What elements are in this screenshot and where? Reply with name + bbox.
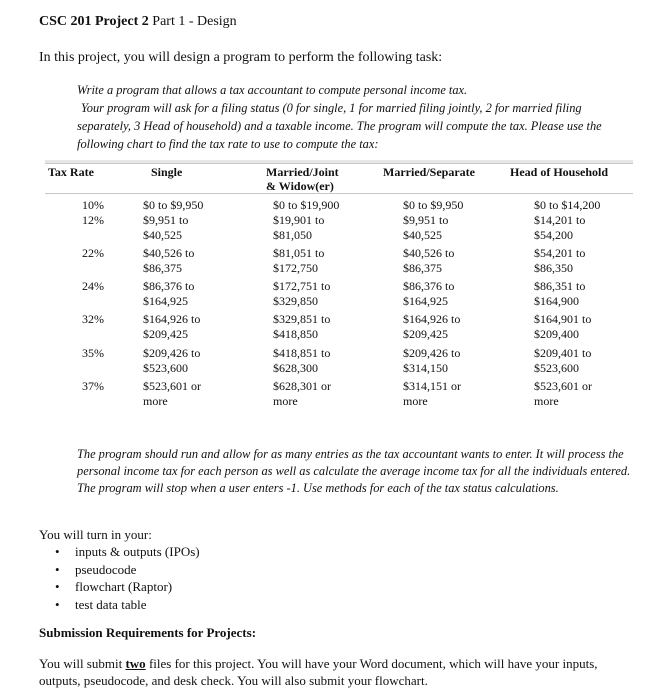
table-cell-rate: 22% bbox=[82, 246, 104, 260]
submission-text bbox=[39, 655, 629, 689]
cell-line: more bbox=[273, 394, 298, 408]
turn-in-heading: You will turn in your: bbox=[39, 527, 152, 542]
table-cell-rate: 24% bbox=[82, 279, 104, 293]
table-cell-head-of-household bbox=[534, 346, 591, 376]
cell-line: $86,376 to bbox=[403, 279, 455, 293]
cell-line: $164,901 to bbox=[534, 312, 592, 326]
cell-line: $86,375 bbox=[143, 261, 182, 275]
table-cell-rate: 35% bbox=[82, 346, 104, 360]
table-cell-married-joint bbox=[273, 346, 330, 376]
table-cell-married-separate bbox=[403, 312, 460, 342]
bullet-icon: • bbox=[55, 561, 60, 577]
cell-line: $9,951 to bbox=[143, 213, 189, 227]
table-cell-married-joint bbox=[273, 213, 324, 243]
cell-line: $40,525 bbox=[403, 228, 442, 242]
table-cell-married-joint bbox=[273, 198, 339, 213]
bullet-icon: • bbox=[55, 579, 60, 595]
header-single: Single bbox=[151, 165, 183, 179]
tax-rate-table bbox=[45, 160, 633, 435]
table-cell-single bbox=[143, 379, 201, 409]
part-subtitle: Part 1 - Design bbox=[152, 14, 237, 29]
cell-line: $329,850 bbox=[273, 294, 318, 308]
closing-paragraph: The program should run and allow for as many entries as the tax accountant wants to enter. It will process the personal income tax for each person as well as calculate the average income tax for all the individuals entered. The program will stop when a user enters -1. Use methods for each of the tax status calculations. bbox=[77, 447, 631, 495]
header-rule bbox=[45, 193, 633, 194]
cell-line: $19,901 to bbox=[273, 213, 325, 227]
cell-line: $172,750 bbox=[273, 261, 318, 275]
table-cell-rate: 37% bbox=[82, 379, 104, 393]
submission-heading: Submission Requirements for Projects: bbox=[39, 625, 257, 640]
table-cell-single bbox=[143, 346, 200, 376]
list-item bbox=[55, 596, 200, 614]
header-tax-rate: Tax Rate bbox=[48, 165, 94, 179]
cell-line: $209,426 to bbox=[143, 346, 201, 360]
table-cell-married-separate bbox=[403, 279, 454, 309]
task-paragraph-1: Write a program that allows a tax accountant to compute personal income tax. bbox=[77, 83, 468, 97]
course-title: CSC 201 Project 2 bbox=[39, 14, 149, 29]
cell-line: more bbox=[143, 394, 168, 408]
cell-line: $86,375 bbox=[403, 261, 442, 275]
cell-line: $209,400 bbox=[534, 327, 579, 341]
list-item bbox=[55, 561, 200, 579]
cell-line: $209,426 to bbox=[403, 346, 461, 360]
cell-line: $314,150 bbox=[403, 361, 448, 375]
table-cell-single bbox=[143, 198, 203, 213]
table-cell-married-separate bbox=[403, 379, 461, 409]
table-cell-head-of-household bbox=[534, 198, 600, 213]
table-top-rule bbox=[45, 163, 633, 164]
table-cell-married-separate bbox=[403, 213, 448, 243]
submission-text-post: files for this project. You will have your Word document, which will have your inputs, outputs, pseudocode, and desk check. You will also submit your flowchart. bbox=[39, 656, 598, 688]
table-cell-head-of-household bbox=[534, 279, 585, 309]
cell-line: $86,351 to bbox=[534, 279, 586, 293]
table-cell-married-joint bbox=[273, 246, 324, 276]
table-cell-head-of-household bbox=[534, 213, 585, 243]
bullet-icon: • bbox=[55, 596, 60, 612]
header-head-of-household: Head of Household bbox=[510, 165, 609, 179]
table-cell-married-joint bbox=[273, 312, 330, 342]
cell-line: $164,925 bbox=[143, 294, 188, 308]
table-cell-head-of-household bbox=[534, 246, 585, 276]
cell-line: $0 to $19,900 bbox=[273, 198, 340, 212]
cell-line: $172,751 to bbox=[273, 279, 331, 293]
cell-line: $40,526 to bbox=[403, 246, 455, 260]
list-item-text: inputs & outputs (IPOs) bbox=[75, 544, 200, 559]
cell-line: $418,851 to bbox=[273, 346, 331, 360]
table-cell-single bbox=[143, 246, 194, 276]
list-item-text: pseudocode bbox=[75, 561, 137, 577]
cell-line: $0 to $14,200 bbox=[534, 198, 601, 212]
list-item bbox=[55, 578, 200, 596]
bullet-icon: • bbox=[55, 544, 60, 559]
cell-line: $81,051 to bbox=[273, 246, 325, 260]
table-cell-married-joint bbox=[273, 279, 330, 309]
cell-line: $209,425 bbox=[403, 327, 448, 341]
cell-line: $418,850 bbox=[273, 327, 318, 341]
cell-line: $0 to $9,950 bbox=[403, 198, 464, 212]
table-cell-single bbox=[143, 213, 188, 243]
table-cell-head-of-household bbox=[534, 312, 591, 342]
cell-line: $54,201 to bbox=[534, 246, 586, 260]
document-title bbox=[39, 14, 237, 30]
table-cell-married-separate bbox=[403, 246, 454, 276]
table-cell-married-separate bbox=[403, 346, 460, 376]
list-item-text: flowchart (Raptor) bbox=[75, 579, 173, 595]
cell-line: $209,425 bbox=[143, 327, 188, 341]
cell-line: $81,050 bbox=[273, 228, 312, 242]
cell-line: $314,151 or bbox=[403, 379, 461, 393]
cell-line: $40,526 to bbox=[143, 246, 195, 260]
cell-line: $523,601 or bbox=[534, 379, 592, 393]
intro-text: In this project, you will design a program to perform the following task: bbox=[39, 50, 443, 65]
cell-line: $54,200 bbox=[534, 228, 573, 242]
task-description bbox=[77, 81, 632, 153]
list-item bbox=[55, 543, 200, 561]
header-married-joint-line2: & Widow(er) bbox=[266, 179, 334, 193]
cell-line: $164,926 to bbox=[403, 312, 461, 326]
table-cell-head-of-household bbox=[534, 379, 592, 409]
task-paragraph-2: Your program will ask for a filing status (0 for single, 1 for married filing jointly, 2 for married filing separately, 3 Head of household) and a taxable income. The program will compute the tax. Please use the following chart to find the tax rate to use to compute the tax: bbox=[77, 101, 602, 151]
cell-line: $628,300 bbox=[273, 361, 318, 375]
table-cell-married-separate bbox=[403, 198, 463, 213]
cell-line: $329,851 to bbox=[273, 312, 331, 326]
cell-line: $164,925 bbox=[403, 294, 448, 308]
cell-line: $164,926 to bbox=[143, 312, 201, 326]
cell-line: more bbox=[534, 394, 559, 408]
header-married-joint bbox=[266, 165, 339, 193]
cell-line: more bbox=[403, 394, 428, 408]
table-cell-single bbox=[143, 312, 200, 342]
submission-emphasis: two bbox=[125, 656, 146, 671]
cell-line: $86,350 bbox=[534, 261, 573, 275]
header-married-joint-line1: Married/Joint bbox=[266, 165, 339, 179]
table-cell-rate: 12% bbox=[82, 213, 104, 227]
cell-line: $9,951 to bbox=[403, 213, 449, 227]
table-cell-rate: 32% bbox=[82, 312, 104, 326]
cell-line: $0 to $9,950 bbox=[143, 198, 204, 212]
cell-line: $523,600 bbox=[534, 361, 579, 375]
cell-line: $86,376 to bbox=[143, 279, 195, 293]
cell-line: $209,401 to bbox=[534, 346, 592, 360]
submission-text-pre: You will submit bbox=[39, 656, 126, 671]
turn-in-list bbox=[55, 543, 200, 613]
cell-line: $164,900 bbox=[534, 294, 579, 308]
list-item-text: test data table bbox=[75, 596, 147, 612]
cell-line: $523,601 or bbox=[143, 379, 201, 393]
cell-line: $40,525 bbox=[143, 228, 182, 242]
header-married-separate: Married/Separate bbox=[383, 165, 475, 179]
cell-line: $14,201 to bbox=[534, 213, 586, 227]
cell-line: $523,600 bbox=[143, 361, 188, 375]
table-cell-single bbox=[143, 279, 194, 309]
table-cell-married-joint bbox=[273, 379, 331, 409]
cell-line: $628,301 or bbox=[273, 379, 331, 393]
table-cell-rate: 10% bbox=[82, 198, 104, 212]
